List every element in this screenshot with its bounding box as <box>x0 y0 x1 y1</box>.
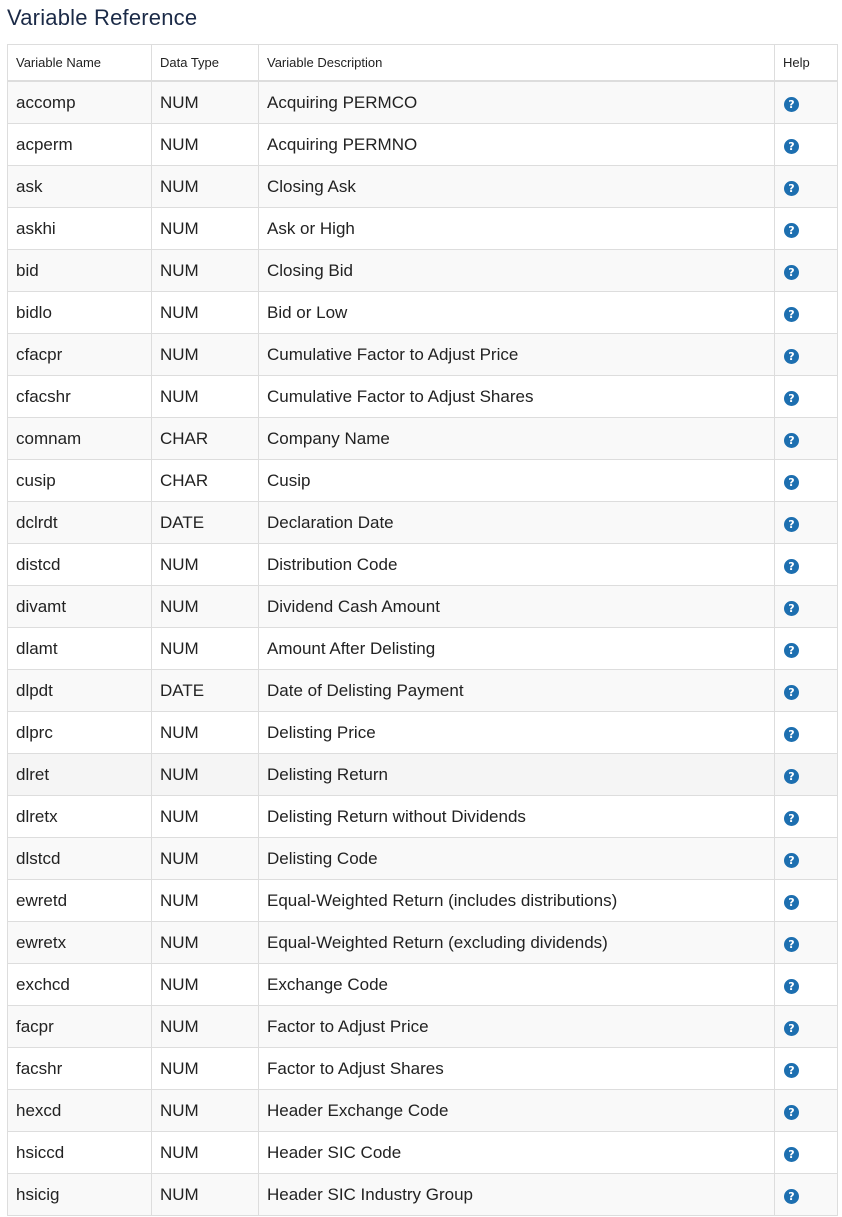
table-row <box>8 838 838 880</box>
variable-name-cell: accomp <box>8 81 152 124</box>
help-cell <box>775 460 838 502</box>
question-circle-icon[interactable]: ? <box>784 223 799 238</box>
data-type-cell: CHAR <box>152 418 259 460</box>
help-cell <box>775 544 838 586</box>
variable-name-cell: askhi <box>8 208 152 250</box>
table-row <box>8 418 838 460</box>
variable-table-container <box>7 44 837 1216</box>
help-cell <box>775 796 838 838</box>
variable-name-cell: dlpdt <box>8 670 152 712</box>
question-circle-icon[interactable]: ? <box>784 1063 799 1078</box>
question-circle-icon[interactable]: ? <box>784 1021 799 1036</box>
question-circle-icon[interactable]: ? <box>784 307 799 322</box>
variable-name-cell: facpr <box>8 1006 152 1048</box>
header-variable-name[interactable]: Variable Name <box>8 45 152 82</box>
table-row <box>8 250 838 292</box>
data-type-cell: NUM <box>152 796 259 838</box>
data-type-cell: NUM <box>152 292 259 334</box>
data-type-cell: NUM <box>152 838 259 880</box>
table-row <box>8 670 838 712</box>
question-circle-icon[interactable]: ? <box>784 139 799 154</box>
help-cell <box>775 1006 838 1048</box>
question-circle-icon[interactable]: ? <box>784 475 799 490</box>
help-cell <box>775 670 838 712</box>
data-type-cell: DATE <box>152 670 259 712</box>
variable-name-cell: hexcd <box>8 1090 152 1132</box>
header-variable-description[interactable]: Variable Description <box>259 45 775 82</box>
help-cell <box>775 376 838 418</box>
table-row <box>8 1090 838 1132</box>
help-cell <box>775 628 838 670</box>
variable-name-cell: bid <box>8 250 152 292</box>
help-cell <box>775 586 838 628</box>
help-cell <box>775 880 838 922</box>
variable-name-cell: ewretx <box>8 922 152 964</box>
data-type-cell: NUM <box>152 628 259 670</box>
question-circle-icon[interactable]: ? <box>784 1189 799 1204</box>
data-type-cell: CHAR <box>152 460 259 502</box>
question-circle-icon[interactable]: ? <box>784 811 799 826</box>
data-type-cell: NUM <box>152 922 259 964</box>
help-cell <box>775 1174 838 1216</box>
variable-description-cell: Delisting Code <box>259 838 775 880</box>
variable-name-cell: hsiccd <box>8 1132 152 1174</box>
table-row <box>8 712 838 754</box>
variable-description-cell: Ask or High <box>259 208 775 250</box>
variable-name-cell: hsicig <box>8 1174 152 1216</box>
variable-description-cell: Declaration Date <box>259 502 775 544</box>
data-type-cell: NUM <box>152 712 259 754</box>
question-circle-icon[interactable]: ? <box>784 433 799 448</box>
header-row <box>8 45 838 82</box>
data-type-cell: NUM <box>152 1132 259 1174</box>
table-row <box>8 334 838 376</box>
help-cell <box>775 292 838 334</box>
table-row <box>8 1048 838 1090</box>
data-type-cell: NUM <box>152 1006 259 1048</box>
variable-description-cell: Dividend Cash Amount <box>259 586 775 628</box>
variable-name-cell: dlretx <box>8 796 152 838</box>
variable-name-cell: dlstcd <box>8 838 152 880</box>
variable-description-cell: Equal-Weighted Return (includes distributions) <box>259 880 775 922</box>
table-row <box>8 292 838 334</box>
variable-description-cell: Header SIC Industry Group <box>259 1174 775 1216</box>
page-title: Variable Reference <box>7 5 198 30</box>
help-cell <box>775 1048 838 1090</box>
variable-name-cell: cusip <box>8 460 152 502</box>
variable-description-cell: Bid or Low <box>259 292 775 334</box>
variable-name-cell: dlamt <box>8 628 152 670</box>
variable-name-cell: distcd <box>8 544 152 586</box>
table-row <box>8 628 838 670</box>
data-type-cell: DATE <box>152 502 259 544</box>
question-circle-icon[interactable]: ? <box>784 895 799 910</box>
table-row <box>8 754 838 796</box>
question-circle-icon[interactable]: ? <box>784 349 799 364</box>
variable-description-cell: Header SIC Code <box>259 1132 775 1174</box>
table-row <box>8 922 838 964</box>
table-row <box>8 376 838 418</box>
variable-name-cell: acperm <box>8 124 152 166</box>
variable-description-cell: Delisting Return without Dividends <box>259 796 775 838</box>
variable-description-cell: Distribution Code <box>259 544 775 586</box>
data-type-cell: NUM <box>152 124 259 166</box>
question-circle-icon[interactable]: ? <box>784 1105 799 1120</box>
question-circle-icon[interactable]: ? <box>784 727 799 742</box>
variable-name-cell: ewretd <box>8 880 152 922</box>
data-type-cell: NUM <box>152 754 259 796</box>
variable-name-cell: dlret <box>8 754 152 796</box>
help-cell <box>775 1132 838 1174</box>
help-cell <box>775 1090 838 1132</box>
data-type-cell: NUM <box>152 586 259 628</box>
help-cell <box>775 754 838 796</box>
question-circle-icon[interactable]: ? <box>784 1147 799 1162</box>
variable-description-cell: Header Exchange Code <box>259 1090 775 1132</box>
question-circle-icon[interactable]: ? <box>784 97 799 112</box>
variable-name-cell: divamt <box>8 586 152 628</box>
variable-name-cell: cfacshr <box>8 376 152 418</box>
table-row <box>8 796 838 838</box>
table-row <box>8 964 838 1006</box>
data-type-cell: NUM <box>152 81 259 124</box>
table-row <box>8 1174 838 1216</box>
table-body <box>8 81 838 1216</box>
help-cell <box>775 250 838 292</box>
data-type-cell: NUM <box>152 250 259 292</box>
help-cell <box>775 81 838 124</box>
variable-table <box>7 44 838 1216</box>
help-cell <box>775 712 838 754</box>
variable-name-cell: comnam <box>8 418 152 460</box>
help-cell <box>775 208 838 250</box>
question-circle-icon[interactable]: ? <box>784 853 799 868</box>
table-row <box>8 208 838 250</box>
variable-description-cell: Amount After Delisting <box>259 628 775 670</box>
table-row <box>8 81 838 124</box>
question-circle-icon[interactable]: ? <box>784 559 799 574</box>
table-row <box>8 460 838 502</box>
variable-description-cell: Cumulative Factor to Adjust Shares <box>259 376 775 418</box>
question-circle-icon[interactable]: ? <box>784 517 799 532</box>
variable-description-cell: Factor to Adjust Price <box>259 1006 775 1048</box>
data-type-cell: NUM <box>152 334 259 376</box>
question-circle-icon[interactable]: ? <box>784 643 799 658</box>
variable-description-cell: Exchange Code <box>259 964 775 1006</box>
table-row <box>8 1132 838 1174</box>
variable-name-cell: dlprc <box>8 712 152 754</box>
variable-name-cell: ask <box>8 166 152 208</box>
question-circle-icon[interactable]: ? <box>784 265 799 280</box>
help-cell <box>775 418 838 460</box>
variable-name-cell: dclrdt <box>8 502 152 544</box>
question-circle-icon[interactable]: ? <box>784 391 799 406</box>
help-cell <box>775 922 838 964</box>
table-header <box>8 45 838 82</box>
variable-name-cell: facshr <box>8 1048 152 1090</box>
data-type-cell: NUM <box>152 964 259 1006</box>
help-cell <box>775 502 838 544</box>
question-circle-icon[interactable]: ? <box>784 979 799 994</box>
variable-description-cell: Closing Ask <box>259 166 775 208</box>
header-help: Help <box>775 45 838 82</box>
variable-description-cell: Equal-Weighted Return (excluding dividends) <box>259 922 775 964</box>
data-type-cell: NUM <box>152 880 259 922</box>
help-cell <box>775 334 838 376</box>
variable-description-cell: Acquiring PERMCO <box>259 81 775 124</box>
help-cell <box>775 124 838 166</box>
variable-description-cell: Date of Delisting Payment <box>259 670 775 712</box>
question-circle-icon[interactable]: ? <box>784 685 799 700</box>
table-row <box>8 544 838 586</box>
table-row <box>8 880 838 922</box>
header-data-type[interactable]: Data Type <box>152 45 259 82</box>
help-cell <box>775 964 838 1006</box>
table-row <box>8 502 838 544</box>
table-row <box>8 586 838 628</box>
variable-description-cell: Factor to Adjust Shares <box>259 1048 775 1090</box>
data-type-cell: NUM <box>152 1174 259 1216</box>
data-type-cell: NUM <box>152 376 259 418</box>
variable-description-cell: Delisting Price <box>259 712 775 754</box>
table-row <box>8 166 838 208</box>
data-type-cell: NUM <box>152 544 259 586</box>
data-type-cell: NUM <box>152 1090 259 1132</box>
table-row <box>8 1006 838 1048</box>
variable-name-cell: bidlo <box>8 292 152 334</box>
question-circle-icon[interactable]: ? <box>784 769 799 784</box>
help-cell <box>775 166 838 208</box>
question-circle-icon[interactable]: ? <box>784 181 799 196</box>
variable-description-cell: Acquiring PERMNO <box>259 124 775 166</box>
table-row <box>8 124 838 166</box>
variable-description-cell: Closing Bid <box>259 250 775 292</box>
data-type-cell: NUM <box>152 166 259 208</box>
help-cell <box>775 838 838 880</box>
data-type-cell: NUM <box>152 208 259 250</box>
variable-description-cell: Delisting Return <box>259 754 775 796</box>
data-type-cell: NUM <box>152 1048 259 1090</box>
question-circle-icon[interactable]: ? <box>784 937 799 952</box>
variable-description-cell: Cusip <box>259 460 775 502</box>
variable-description-cell: Company Name <box>259 418 775 460</box>
variable-description-cell: Cumulative Factor to Adjust Price <box>259 334 775 376</box>
question-circle-icon[interactable]: ? <box>784 601 799 616</box>
variable-name-cell: exchcd <box>8 964 152 1006</box>
variable-name-cell: cfacpr <box>8 334 152 376</box>
